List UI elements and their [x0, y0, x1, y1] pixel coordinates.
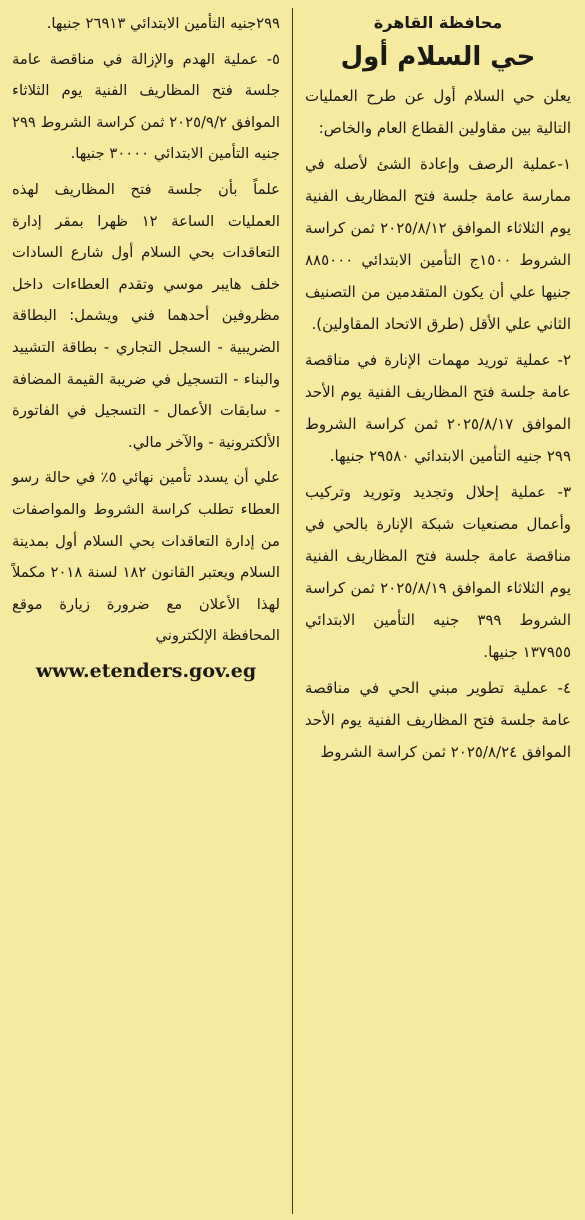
- tender-item-5: ٥- عملية الهدم والإزالة في مناقصة عامة جلسة فتح المظاريف الفنية يوم الثلاثاء الموافق ٢٠٢٥/٩/٢ ثمن كراسة الشروط ٢٩٩ جنيه التأمين الابتدائي ٣٠٠٠٠ جنيها.: [12, 50, 280, 163]
- submission-conditions: علماً بأن جلسة فتح المظاريف لهذه العمليات الساعة ١٢ ظهرا بمقر إدارة التعاقدات بحي السلام أول شارع السادات خلف هايبر موسي وتقدم العطاءات داخل مظروفين أحدهما فني ويشمل: البطاقة الضريبية - السجل التجاري - بطاقة التشييد والبناء - التسجيل في ضريبة القيمة المضافة - سابقات الأعمال - التسجيل في الفاتورة الألكترونية - والآخر مالي.: [12, 180, 280, 451]
- final-guarantee-note: علي أن يسدد تأمين نهائي ٥٪ في حالة رسو العطاء تطلب كراسة الشروط والمواصفات من إدارة التعاقدات بحي السلام أول بمدينة السلام ويعتبر القانون ١٨٢ لسنة ٢٠١٨ مكملاً لهذا الأعلان مع ضرورة زيارة موقع المحافظة الإلكتروني: [12, 469, 280, 645]
- announcement-intro: يعلن حي السلام أول عن طرح العمليات التالية بين مقاولين القطاع العام والخاص:: [304, 87, 571, 137]
- right-column: [297, 8, 577, 1214]
- column-divider: [292, 8, 293, 1214]
- tender-item-3: ٣- عملية إحلال وتجديد وتوريد وتركيب وأعمال مصنعيات شبكة الإنارة بالحي في مناقصة عامة جلسة فتح المظاريف الفنية يوم الثلاثاء الموافق ٢٠٢٥/٨/١٩ ثمن كراسة الشروط ٣٩٩ جنيه التأمين الابتدائي ١٣٧٩٥٥ جنيها.: [304, 483, 571, 661]
- tender-item-4: ٤- عملية تطوير مبني الحي في مناقصة عامة جلسة فتح المظاريف الفنية يوم الأحد الموافق ٢٠٢٥/٨/٢٤ ثمن كراسة الشروط: [304, 679, 571, 761]
- governorate-heading: محافظة القاهرة: [373, 13, 503, 32]
- district-title: حي السلام أول: [340, 42, 536, 72]
- tender-item-4-continued: ٢٩٩جنيه التأمين الابتدائي ٢٦٩١٣ جنيها.: [46, 15, 280, 32]
- etenders-url[interactable]: www.etenders.gov.eg: [35, 659, 257, 682]
- left-column: [8, 8, 288, 1214]
- tender-item-2: ٢- عملية توريد مهمات الإنارة في مناقصة عامة جلسة فتح المظاريف الفنية يوم الأحد الموافق ٢٠٢٥/٨/١٧ ثمن كراسة الشروط ٢٩٩ جنيه التأمين الابتدائي ٢٩٥٨٠ جنيها.: [304, 351, 571, 465]
- tender-item-1: ١-عملية الرصف وإعادة الشئ لأصله في ممارسة عامة جلسة فتح المظاريف الفنية يوم الثلاثاء الموافق ٢٠٢٥/٨/١٢ ثمن كراسة الشروط ١٥٠٠ج التأمين الابتدائي ٨٨٥٠٠٠ جنيها علي أن يكون المتقدمين من التصنيف الثاني علي الأقل (طرق الاتحاد المقاولين).: [304, 155, 572, 333]
